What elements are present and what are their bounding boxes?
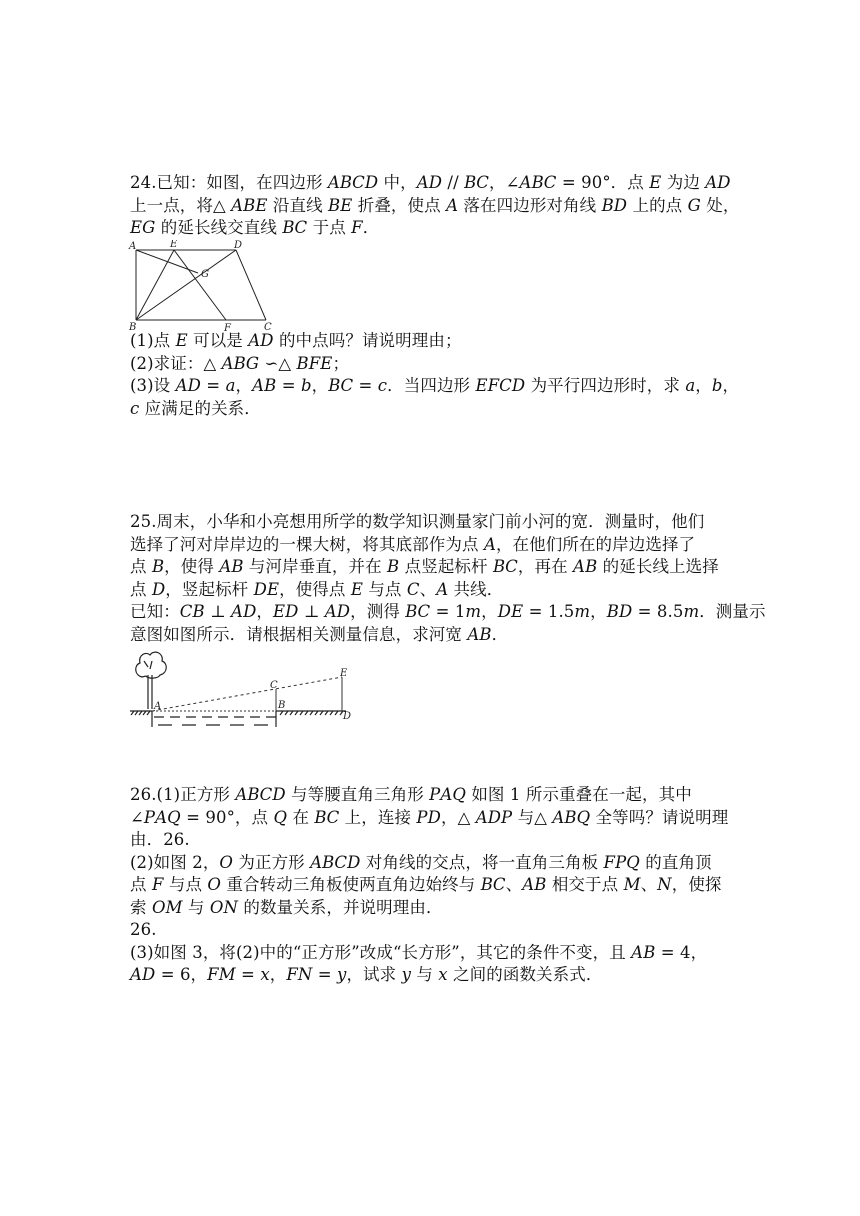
label-e: E xyxy=(340,668,348,679)
label-c: C xyxy=(270,680,278,691)
q24-line-1: 24.已知：如图，在四边形 𝐴𝐵𝐶𝐷 中，𝐴𝐷 // 𝐵𝐶，∠𝐴𝐵𝐶 = 90°．点 𝐸 为边 𝐴𝐷 xyxy=(130,173,731,192)
q24-sub-3: (3)设 𝐴𝐷 = 𝑎，𝐴𝐵 = 𝑏，𝐵𝐶 = 𝑐．当四边形 𝐸𝐹𝐶𝐷 为平行四边形时，求 𝑎，𝑏， xyxy=(130,376,740,395)
question-24-stem xyxy=(130,172,740,240)
question-24-subquestions xyxy=(130,330,740,420)
q26-line-8: (3)如图 3，将(2)中的“正方形”改成“长方形”，其它的条件不变，且 𝐴𝐵 = 4， xyxy=(130,942,708,962)
label-d: D xyxy=(343,711,352,722)
q26-line-2: ∠𝑃𝐴𝑄 = 90°，点 𝑄 在 𝐵𝐶 上，连接 𝑃𝐷，△ 𝐴𝐷𝑃 与△ 𝐴𝐵𝑄 全等吗？请说明理 xyxy=(130,807,729,827)
segment-bd xyxy=(136,250,236,320)
segment-dc xyxy=(236,250,266,320)
q25-line-3: 点 𝐵，使得 𝐴𝐵 与河岸垂直，并在 𝐵 点竖起标杆 𝐵𝐶，再在 𝐴𝐵 的延长线上选择 xyxy=(130,557,719,576)
label-b: B xyxy=(278,700,286,711)
q25-line-4: 点 𝐷，竖起标杆 𝐷𝐸，使得点 𝐸 与点 𝐶、𝐴 共线． xyxy=(130,579,504,599)
q24-sub-1: (1)点 𝐸 可以是 𝐴𝐷 的中点吗？请说明理由； xyxy=(130,331,462,350)
q26-line-7: 26. xyxy=(130,920,157,939)
q25-figure-river-measurement xyxy=(128,645,360,735)
q26-line-5: 点 𝐹 与点 𝑂 重合转动三角板使两直角边始终与 𝐵𝐶、𝐴𝐵 相交于点 𝑀、𝑁，使探 xyxy=(130,875,722,894)
label-a: A xyxy=(154,701,162,712)
q26-line-9: 𝐴𝐷 = 6，𝐹𝑀 = 𝑥，𝐹𝑁 = 𝑦，试求 𝑦 与 𝑥 之间的函数关系式． xyxy=(130,965,603,984)
q24-sub-4: 𝑐 应满足的关系． xyxy=(130,398,261,418)
q26-line-1: 26.(1)正方形 𝐴𝐵𝐶𝐷 与等腰直角三角形 𝑃𝐴𝑄 如图 1 所示重叠在一起，其中 xyxy=(130,785,692,804)
label-e: E xyxy=(170,240,178,250)
label-c: C xyxy=(264,322,272,332)
segment-ag xyxy=(136,250,198,273)
q25-line-2: 选择了河对岸岸边的一棵大树，将其底部作为点 𝐴，在他们所在的岸边选择了 xyxy=(130,534,696,554)
q25-line-1: 25.周末，小华和小亮想用所学的数学知识测量家门前小河的宽．测量时，他们 xyxy=(130,512,705,531)
q25-line-5: 已知：𝐶𝐵 ⊥ 𝐴𝐷，𝐸𝐷 ⊥ 𝐴𝐷，测得 𝐵𝐶 = 1𝑚，𝐷𝐸 = 1.5𝑚，𝐵𝐷 = 8.5𝑚．测量示 xyxy=(130,602,766,621)
q26-line-6: 索 𝑂𝑀 与 𝑂𝑁 的数量关系，并说明理由． xyxy=(130,897,443,917)
q24-line-3: 𝐸𝐺 的延长线交直线 𝐵𝐶 于点 𝐹． xyxy=(130,218,380,237)
q25-line-6: 意图如图所示．请根据相关测量信息，求河宽 𝐴𝐵． xyxy=(130,624,509,644)
label-g: G xyxy=(201,269,209,280)
label-a: A xyxy=(129,241,137,252)
label-b: B xyxy=(129,322,137,332)
question-26-stem xyxy=(130,784,730,987)
segment-ef xyxy=(174,250,226,320)
question-25-stem xyxy=(130,511,766,646)
q24-figure-quadrilateral xyxy=(128,240,278,332)
label-f: F xyxy=(224,323,231,332)
segment-be xyxy=(136,250,174,320)
label-d: D xyxy=(234,240,243,251)
sight-line-ace xyxy=(152,677,342,711)
tree-icon xyxy=(136,652,167,709)
q24-sub-2: (2)求证：△ 𝐴𝐵𝐺 ∽△ 𝐵𝐹𝐸； xyxy=(130,353,350,373)
q24-line-2: 上一点，将△ 𝐴𝐵𝐸 沿直线 𝐵𝐸 折叠，使点 𝐴 落在四边形对角线 𝐵𝐷 上的点 𝐺 处， xyxy=(130,195,740,215)
q26-line-4: (2)如图 2，𝑂 为正方形 𝐴𝐵𝐶𝐷 对角线的交点，将一直角三角板 𝐹𝑃𝑄 的直角顶 xyxy=(130,852,712,872)
q26-line-3: 由．26. xyxy=(130,830,190,849)
